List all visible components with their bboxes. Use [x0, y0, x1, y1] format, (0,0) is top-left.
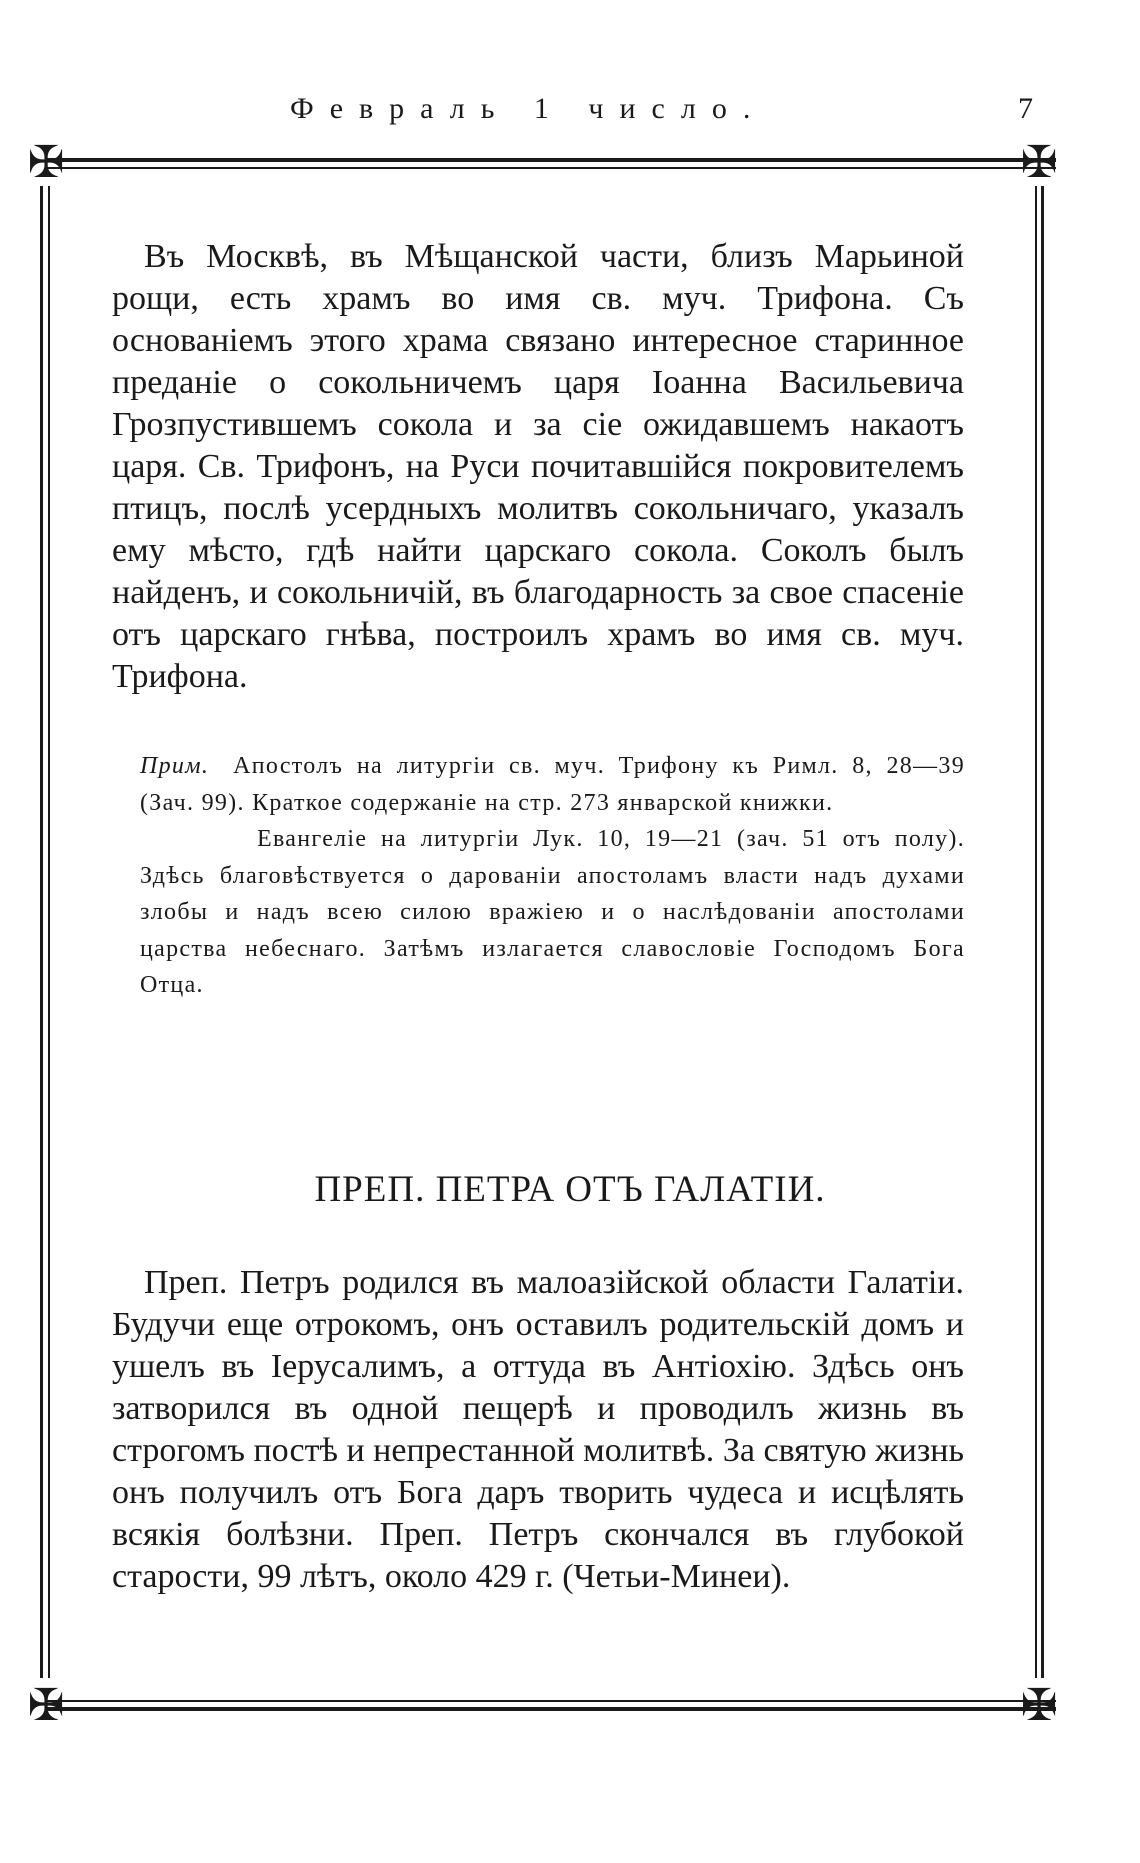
note-gospel: Евангеліе на литургіи Лук. 10, 19—21 (зач. 51 отъ полу). Здѣсь благовѣствуется о дарованіи апостоламъ власти надъ духами злобы и надъ всею силою вражіею и о наслѣдованіи апостолами царства небеснаго. Затѣмъ излагается славословіе Господомъ Бога Отца. — [140, 826, 965, 998]
frame-top-rule-inner — [46, 167, 1056, 169]
peter-section — [112, 1262, 964, 1598]
page-number: 7 — [1018, 92, 1033, 125]
cross-flourish-icon: ✠ — [1020, 138, 1058, 187]
frame-bottom-rule — [46, 1700, 1056, 1702]
cross-flourish-icon: ✠ — [27, 138, 65, 187]
frame-left-rule-inner — [48, 186, 50, 1678]
cross-flourish-icon: ✠ — [27, 1681, 65, 1730]
frame-top-rule — [46, 158, 1056, 162]
note-apostle: Апостолъ на литургіи св. муч. Трифону къ Римл. 8, 28—39 (Зач. 99). Краткое содержаніе на стр. 273 январской книжки. — [140, 753, 965, 816]
liturgical-note — [140, 748, 965, 1004]
cross-flourish-icon: ✠ — [1020, 1681, 1058, 1730]
note-label: Прим. — [140, 753, 210, 779]
frame-left-rule — [40, 186, 43, 1678]
tryphon-section — [112, 236, 964, 698]
frame-right-rule-outer — [1041, 186, 1044, 1678]
tryphon-paragraph: Въ Москвѣ, въ Мѣщанской части, близъ Марьиной рощи, есть храмъ во имя св. муч. Трифона. Съ основаніемъ этого храма связано интересное старинное преданіе о сокольничемъ царя Іоанна Васильевича Грозпустившемъ сокола и за сіе ожидавшемъ накаотъ царя. Св. Трифонъ, на Руси почитавшійся покровителемъ птицъ, послѣ усердныхъ молитвъ сокольничаго, указалъ ему мѣсто, гдѣ найти царскаго сокола. Соколъ былъ найденъ, и сокольничій, въ благодарность за свое спасеніе отъ царскаго гнѣва, построилъ храмъ во имя св. муч. Трифона. — [112, 238, 964, 695]
running-title: Февраль 1 число. — [290, 92, 767, 125]
frame-bottom-rule-outer — [46, 1707, 1056, 1711]
note-apostle-block — [140, 748, 965, 821]
peter-paragraph: Преп. Петръ родился въ малоазійской области Галатіи. Будучи еще отрокомъ, онъ оставилъ родительскій домъ и ушелъ въ Іерусалимъ, а оттуда въ Антіохію. Здѣсь онъ затворился въ одной пещерѣ и проводилъ жизнь въ строгомъ постѣ и непрестанной молитвѣ. За святую жизнь онъ получилъ отъ Бога даръ творить чудеса и исцѣлять всякія болѣзни. Преп. Петръ скончался въ глубокой старости, 99 лѣтъ, около 429 г. (Четьи-Минеи). — [112, 1264, 964, 1595]
running-head — [0, 92, 1140, 132]
section-title: ПРЕП. ПЕТРА ОТЪ ГАЛАТІИ. — [314, 1169, 826, 1210]
frame-right-rule — [1035, 186, 1037, 1678]
